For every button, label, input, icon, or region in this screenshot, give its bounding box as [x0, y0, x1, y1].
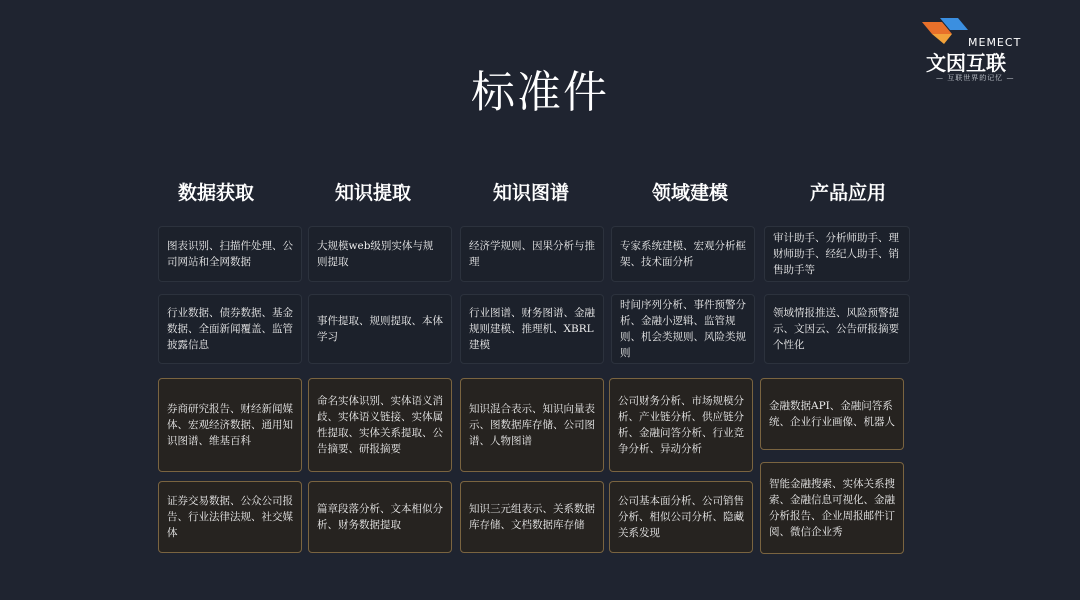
card-knowledge-extraction-4 [308, 481, 452, 553]
memect-logo [916, 14, 1046, 84]
logo-chinese: 文因互联 [926, 51, 1006, 75]
card-domain-modeling-1 [611, 226, 755, 282]
card-text: 篇章段落分析、文本相似分析、财务数据提取 [317, 503, 443, 531]
logo-tagline: — 互联世界的记忆 — [936, 74, 1015, 82]
card-knowledge-graph-4 [460, 481, 604, 553]
column-header-knowledge-graph: 知识图谱 [492, 182, 569, 204]
card-text: 事件提取、规则提取、本体学习 [317, 315, 443, 343]
column-header-data-acquisition: 数据获取 [177, 182, 254, 204]
card-knowledge-graph-2 [460, 294, 604, 364]
card-text: 审计助手、分析师助手、理财师助手、经纪人助手、销售助手等 [773, 232, 899, 276]
logo-english: MEMECT [968, 36, 1022, 49]
card-knowledge-extraction-3 [308, 378, 452, 472]
column-header-knowledge-extraction: 知识提取 [334, 182, 411, 204]
card-text: 智能金融搜索、实体关系搜索、金融信息可视化、金融分析报告、企业周报邮件订阅、微信企业秀 [769, 478, 895, 538]
page-title: 标准件 [471, 67, 609, 118]
card-knowledge-graph-3 [460, 378, 604, 472]
card-text: 知识混合表示、知识向量表示、图数据库存储、公司图谱、人物图谱 [469, 403, 595, 447]
card-text: 经济学规则、因果分析与推理 [469, 240, 595, 268]
card-product-application-4 [760, 462, 904, 554]
card-domain-modeling-3 [609, 378, 753, 472]
card-text: 金融数据API、金融问答系统、企业行业画像、机器人 [769, 400, 895, 428]
card-data-acquisition-1 [158, 226, 302, 282]
column-header-domain-modeling: 领域建模 [651, 182, 728, 204]
card-knowledge-extraction-2 [308, 294, 452, 364]
card-text: 大规模web级别实体与规则提取 [317, 240, 434, 268]
column-header-product-application: 产品应用 [809, 182, 886, 204]
card-data-acquisition-3 [158, 378, 302, 472]
card-text: 公司财务分析、市场规模分析、产业链分析、供应链分析、金融问答分析、行业竞争分析、异动分析 [618, 395, 744, 455]
card-knowledge-graph-1 [460, 226, 604, 282]
card-domain-modeling-4 [609, 481, 753, 553]
card-text: 领域情报推送、风险预警提示、文因云、公告研报摘要个性化 [773, 307, 899, 351]
card-text: 图表识别、扫描件处理、公司网站和全网数据 [167, 240, 293, 268]
card-data-acquisition-2 [158, 294, 302, 364]
card-data-acquisition-4 [158, 481, 302, 553]
card-product-application-2 [764, 294, 910, 364]
card-text: 专家系统建模、宏观分析框架、技术面分析 [620, 240, 746, 268]
card-text: 命名实体识别、实体语义消歧、实体语义链接、实体属性提取、实体关系提取、公告摘要、研报摘要 [317, 395, 443, 455]
card-text: 行业图谱、财务图谱、金融规则建模、推理机、XBRL建模 [469, 307, 595, 351]
card-text: 知识三元组表示、关系数据库存储、文档数据库存储 [469, 503, 595, 531]
card-text: 行业数据、债券数据、基金数据、全面新闻覆盖、监管披露信息 [167, 307, 293, 351]
card-text: 公司基本面分析、公司销售分析、相似公司分析、隐藏关系发现 [618, 495, 744, 539]
card-domain-modeling-2 [611, 294, 755, 364]
card-product-application-1 [764, 226, 910, 282]
card-knowledge-extraction-1 [308, 226, 452, 282]
card-product-application-3 [760, 378, 904, 450]
card-text: 证券交易数据、公众公司报告、行业法律法规、社交媒体 [167, 495, 293, 539]
card-text: 券商研究报告、财经新闻媒体、宏观经济数据、通用知识图谱、维基百科 [167, 403, 293, 447]
card-text: 时间序列分析、事件预警分析、金融小逻辑、监管规则、机会类规则、风险类规则 [620, 299, 746, 359]
